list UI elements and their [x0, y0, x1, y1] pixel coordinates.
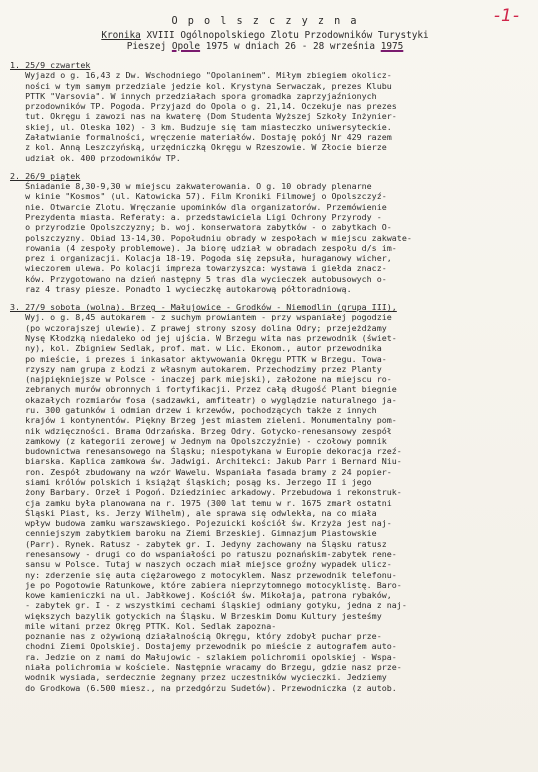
subtitle-line-1-rest: XVIII Ogólnopolskiego Zlotu Przodowników Turystyki [140, 30, 429, 41]
entry-text-line: wpływ budowa zamku warszawskiego. Pojezuicki kościół św. Krzyża jest naj- [10, 518, 392, 529]
entry-text-line: Śniadanie 8,30-9,30 w miejscu zakwaterowania. O g. 10 obrady plenarne [10, 181, 372, 192]
entry-text-line: skiej, ul. Oleska 102) - 3 km. Budzuje się tam miasteczko uniwersyteckie. [10, 121, 392, 132]
entry-heading: 2. 26/9 piątek [10, 170, 81, 181]
entry-text-line: ny), kol. Zbigniew Sedlak, prof. mat. w Lic. Ekonom., autor przewodnika [10, 343, 382, 354]
entry-section [10, 60, 520, 163]
entry-text-line: w kinie "Kosmos" (ul. Katowicka 57). Film Kroniki Filmowej o Opolszczyź- [10, 191, 387, 202]
subtitle-line-2-c: 1975 w dniach 26 - 28 września [200, 41, 381, 52]
entry-text-line: zamkowy (z kategorii zerowej w Jednym na Opolszczyźnie) - czołowy pomnik [10, 435, 387, 446]
entry-text-line: mile witani przez Okręg PTTK. Kol. Sedlak zapozna- [10, 620, 277, 631]
entry-text-line: polszczyzny. Obiad 13-14,30. Popołudniu obrady w zespołach w miejscu zakwate- [10, 232, 412, 243]
entry-text-line: je po Pogotowie Ratunkowe, które zabiera nieprzytomnego motocyklistę. Baro- [10, 579, 402, 590]
entry-text-line: (Parr). Rynek. Ratusz - zabytek gr. I. Jedyny zachowany na Śląsku ratusz [10, 538, 387, 549]
subtitle-opole: Opole [171, 41, 201, 52]
document-body [10, 60, 520, 693]
entry-text-line: ności w tym samym przedziale jedzie kol. Krystyna Serwaczak, prezes Klubu [10, 80, 392, 91]
entry-text-line: budownictwa renesansowego na Śląsku; niespotykana w Europie dekoracja rzeź- [10, 446, 402, 457]
entry-text-line: ru. 300 gatunków i odmian drzew i krzewów, pochodzących także z innych [10, 405, 377, 415]
entry-text-line: ków. Przygotowano na dzień następny 5 tras dla wycieczek autobusowych o- [10, 273, 387, 284]
entry-text-line: biarska. Kaplica zamkowa św. Jadwigi. Architekci: Jakub Parr i Bernard Niu- [10, 456, 402, 467]
entry-text-line: Wyj. o g. 8,45 autokarem - z suchym prowiantem - przy wspaniałej pogodzie [10, 312, 392, 323]
entry-text-line: cenniejszym zabytkiem baroku na Ziemi Brzeskiej. Gimnazjum Piastowskie [10, 528, 377, 539]
entry-text-line: Prezydenta miasta. Referaty: a. przedstawiciela Ligi Ochrony Przyrody - [10, 211, 382, 222]
entry-section [10, 302, 520, 693]
entry-text-line: (najpiękniejsze w Polsce - inaczej park miejski), założone na miejscu ro- [10, 374, 392, 385]
entry-text-line: po mieście, i prezes i inkasator aktywowania Okręgu PTTK w Brzegu. Towa- [10, 353, 387, 364]
entry-text-line: ny: zderzenie się auta ciężarowego z motocyklem. Nasz przewodnik telefonu- [10, 569, 397, 580]
entry-text-line: niała polichromia w kościele. Następnie wracamy do Brzegu, gdzie nasz prze- [10, 662, 402, 673]
entry-text-line: z kol. Anną Leszczyńską, urzędniczką Okręgu w Rzeszowie. W Złocie bierze [10, 142, 387, 153]
entry-text-line: - zabytek gr. I - z wszystkimi cechami śląskiej odmiany gotyku, jedna z naj- [10, 600, 407, 611]
subtitle-line-1 [10, 30, 520, 41]
entry-text-line: sansu w Polsce. Tutaj w naszych oczach miał miejsce groźny wypadek ulicz- [10, 559, 392, 570]
entry-heading: 1. 25/9 czwartek [10, 60, 91, 70]
entry-text-line: rowania (4 zespoły problemowe). Ja biorę udział w obradach zespołu d/s im- [10, 242, 397, 253]
entry-section [10, 171, 520, 294]
entry-text-line: ron. Zespół zbudowany na wzór Wawelu. Wspaniała fasada bramy z 24 popier- [10, 466, 392, 477]
entry-text-line: prez i organizacji. Kolacja 18-19. Pogoda się zepsuła, huraganowy wicher, [10, 253, 392, 264]
entry-text-line: Wyjazd o g. 16,43 z Dw. Wschodniego "Opolaninem". Miłym zbiegiem okolicz- [10, 70, 392, 81]
entry-text-line: żony Barbary. Orzeł i Pogoń. Dziedziniec arkadowy. Przebudowa i rekonstruk- [10, 487, 402, 498]
entry-text-line: Śląski Piast, ks. Jerzy Wilhelm), ale sprawa się odwlekła, na co miała [10, 507, 377, 518]
entry-text-line: przodowników TP. Pogoda. Przyjazd do Opola o g. 21,14. Oczekuje nas prezes [10, 101, 397, 112]
entry-text-line: rzyszy nam grupa z Łodzi z własnym autokarem. Przechodzimy przez Planty [10, 363, 382, 374]
entry-text-line: renesansowy - drugi co do wspaniałości po ratuszu poznańskim-zabytek rene- [10, 548, 397, 559]
subtitle-year: 1975 [380, 41, 404, 52]
entry-heading: 3. 27/9 sobota (wolna). Brzeg - Małujowice - Grodków - Niemodlin (grupa III), [10, 302, 397, 313]
entry-text-line: nik wdzięczności. Brama Odrzańska. Brzeg Odry. Gotycko-renesansowy zespół [10, 425, 392, 436]
page-number: -1- [493, 6, 520, 26]
entry-text-line: cja zamku była planowana na r. 1975 (300 lat temu w r. 1675 zmarł ostatni [10, 497, 392, 508]
document-title: O p o l s z c z y z n a [171, 16, 359, 27]
entry-text-line: tut. Okręgu i zawozi nas na kwaterę (Dom Studenta Wyższej Szkoły Inżynier- [10, 111, 397, 122]
entry-text-line: PTTK "Varsovia". W innych przedziałach spora gromadka zaprzyjaźnionych [10, 90, 377, 101]
entry-text-line: krajów i kontynentów. Piękny Brzeg jest miastem zieleni. Monumentalny pom- [10, 415, 397, 426]
entry-text-line: ra. Jedzie on z nami do Małujowic - szlakiem polichromii opolskiej - Wspa- [10, 651, 397, 662]
entry-text-line: większych bazylik gotyckich na Śląsku. W Brzeskim Domu Kultury jesteśmy [10, 610, 382, 621]
subtitle-line-2 [10, 41, 520, 52]
entry-text-line: poznanie nas z ożywioną działalnością Okręgu, który zdobył puchar prze- [10, 631, 382, 642]
entry-text-line: wodnik wysiada, serdecznie żegnany przez uczestników wycieczki. Jedziemy [10, 672, 387, 683]
entry-text-line: Załatwianie formalności, wręczenie materiałów. Dostaję pokój Nr 429 razem [10, 131, 392, 142]
entry-text-line: nie. Otwarcie Zlotu. Wręczanie upominków dla organizatorów. Przemówienie [10, 201, 387, 212]
document-subtitle [10, 30, 520, 52]
entry-text-line: o przyrodzie Opolszczyzny; b. woj. konserwatora zabytków - o zabytkach O- [10, 222, 392, 233]
entry-text-line: do Grodkowa (6.500 miesz., na przedgórzu Sudetów). Przewodniczka (z autob. [10, 682, 397, 693]
entry-text-line: Nysę Kłodzką niedaleko od jej ujścia. W Brzegu wita nas przewodnik (świet- [10, 333, 397, 344]
entry-text-line: (po wczorajszej ulewie). Z prawej strony szosy dolina Odry; przejeżdżamy [10, 322, 387, 333]
entry-text-line: okazałych rozmiarów fosa (sadzawki, amfiteatr) o wyglądzie naturalnego ja- [10, 394, 397, 405]
entry-text-line: zebranych murów obronnych i fortyfikacji. Przez całą długość Plant biegnie [10, 384, 397, 395]
entry-text-line: kowe kamieniczki na ul. Jabłkowej. Kościół św. Mikołaja, patrona rybaków, [10, 590, 392, 601]
subtitle-kronika: Kronika [101, 30, 141, 41]
entry-text-line: udział ok. 400 przodowników TP. [10, 152, 181, 163]
entry-text-line: chodni Ziemi Opolskiej. Dostajemy przewodnik po mieście z autografem auto- [10, 641, 397, 652]
entry-text-line: raz 4 trasy piesze. Ponadto 1 wycieczkę autokarową półtoradniową. [10, 283, 352, 294]
entry-text-line: siami królów polskich i książąt śląskich; posąg ks. Jerzego II i jego [10, 476, 372, 487]
subtitle-line-2-a: Pieszej [126, 41, 172, 52]
entry-text-line: wieczorem ulewa. Po kolacji impreza towarzyszca: wystawa i giełda znacz- [10, 263, 387, 274]
